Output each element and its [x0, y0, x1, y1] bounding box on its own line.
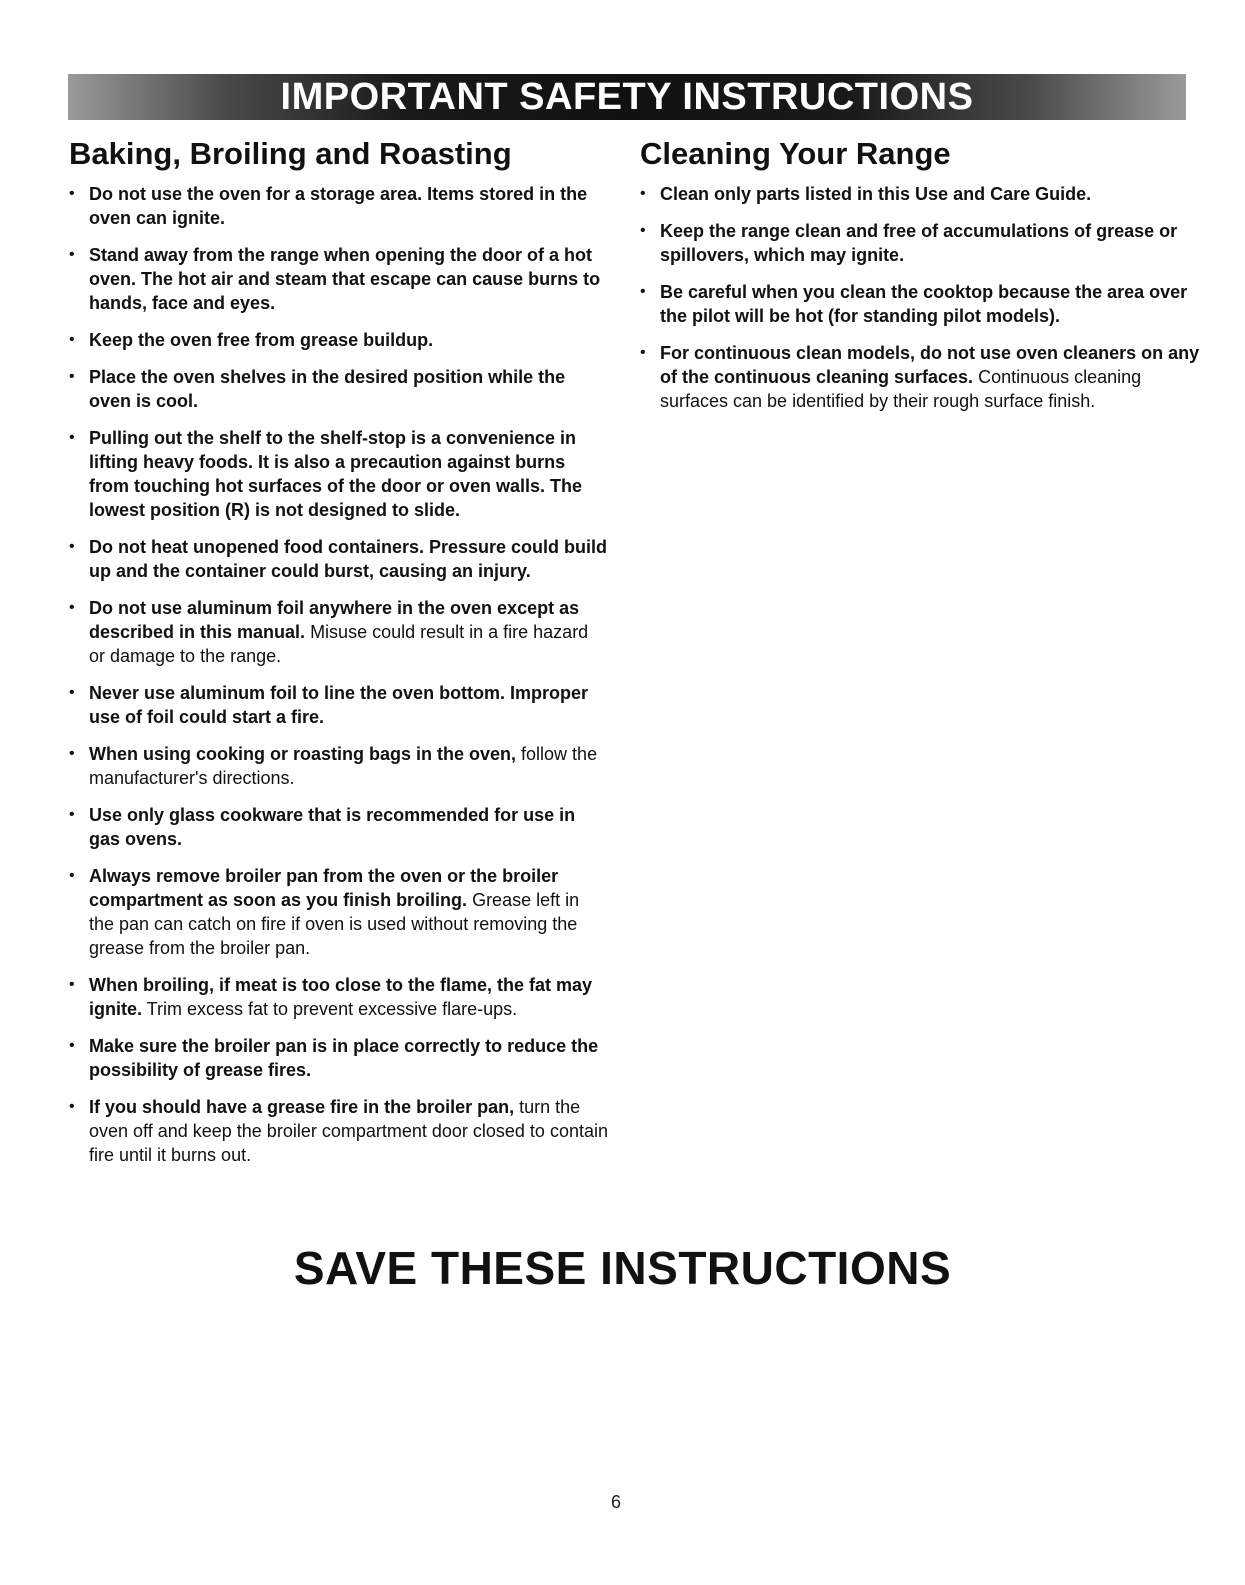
- list-item: • Keep the oven free from grease buildup.: [69, 328, 609, 352]
- cleaning-heading: Cleaning Your Range: [640, 136, 951, 171]
- list-item: • Do not use the oven for a storage area. Items stored in the oven can ignite.: [69, 182, 609, 230]
- banner-title: IMPORTANT SAFETY INSTRUCTIONS: [280, 76, 974, 118]
- list-item: • Never use aluminum foil to line the oven bottom. Improper use of foil could start a fire.: [69, 681, 609, 729]
- list-item: • For continuous clean models, do not use oven cleaners on any of the continuous cleaning surfaces. Continuous cleaning surfaces can be identified by their rough surface finish.: [640, 341, 1200, 413]
- list-item: • When broiling, if meat is too close to the flame, the fat may ignite. Trim excess fat to prevent excessive flare-ups.: [69, 973, 609, 1021]
- list-item: • Make sure the broiler pan is in place correctly to reduce the possibility of grease fires.: [69, 1034, 609, 1082]
- cleaning-section: [640, 135, 1200, 426]
- list-item: • Clean only parts listed in this Use and Care Guide.: [640, 182, 1200, 206]
- list-item: • Be careful when you clean the cooktop because the area over the pilot will be hot (for standing pilot models).: [640, 280, 1200, 328]
- baking-heading: Baking, Broiling and Roasting: [69, 136, 512, 171]
- list-item: • When using cooking or roasting bags in the oven, follow the manufacturer's directions.: [69, 742, 609, 790]
- list-item: • Stand away from the range when opening the door of a hot oven. The hot air and steam that escape can cause burns to hands, face and eyes.: [69, 243, 609, 315]
- baking-list: [69, 182, 609, 1167]
- baking-section: [69, 135, 609, 1180]
- list-item: • Pulling out the shelf to the shelf-stop is a convenience in lifting heavy foods. It is also a precaution against burns from touching hot surfaces of the door or oven walls. The lowest position (R) is not designed to slide.: [69, 426, 609, 522]
- list-item: • Do not heat unopened food containers. Pressure could build up and the container could burst, causing an injury.: [69, 535, 609, 583]
- list-item: • If you should have a grease fire in the broiler pan, turn the oven off and keep the broiler compartment door closed to contain fire until it burns out.: [69, 1095, 609, 1167]
- save-instructions-heading: SAVE THESE INSTRUCTIONS: [293, 1242, 952, 1294]
- list-item: • Use only glass cookware that is recommended for use in gas ovens.: [69, 803, 609, 851]
- list-item: • Place the oven shelves in the desired position while the oven is cool.: [69, 365, 609, 413]
- list-item: • Always remove broiler pan from the oven or the broiler compartment as soon as you finish broiling. Grease left in the pan can catch on fire if oven is used without removing the grease from the broiler pan.: [69, 864, 609, 960]
- page-number: 6: [610, 1492, 621, 1512]
- safety-banner: [68, 74, 1186, 120]
- list-item: • Keep the range clean and free of accumulations of grease or spillovers, which may ignite.: [640, 219, 1200, 267]
- list-item: • Do not use aluminum foil anywhere in the oven except as described in this manual. Misuse could result in a fire hazard or damage to the range.: [69, 596, 609, 668]
- cleaning-list: [640, 182, 1200, 413]
